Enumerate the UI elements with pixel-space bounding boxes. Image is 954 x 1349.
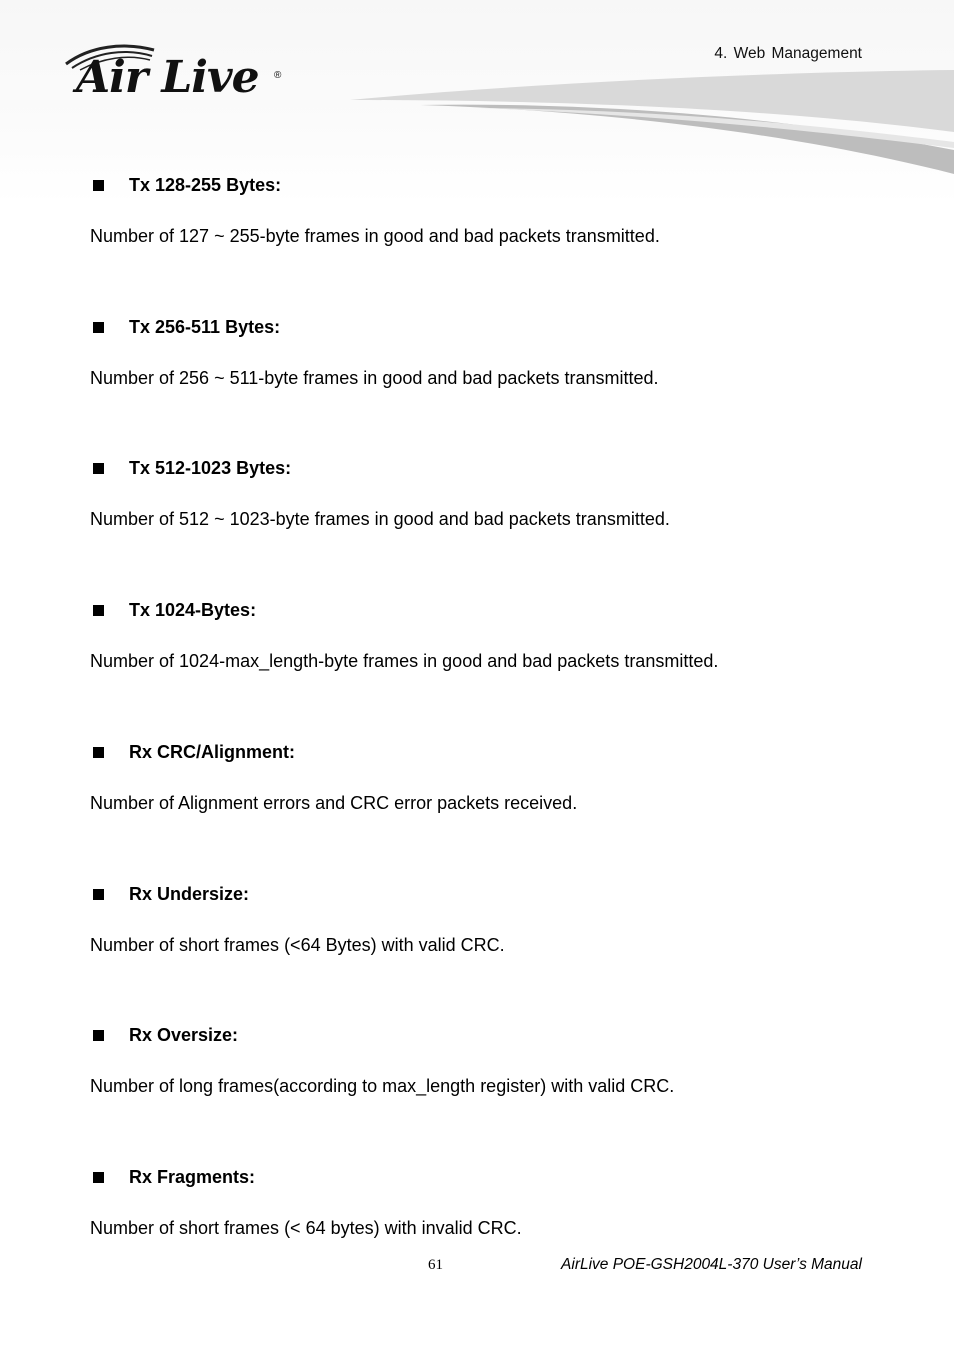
- definition-item: [90, 741, 870, 814]
- item-title: Tx 256-511 Bytes:: [129, 316, 281, 337]
- square-bullet-icon: [93, 180, 104, 191]
- item-description: Number of 512 ~ 1023-byte frames in good and bad packets transmitted.: [90, 509, 670, 529]
- manual-title: AirLive POE-GSH2004L-370 User’s Manual: [561, 1256, 862, 1273]
- item-description: Number of short frames (< 64 bytes) with invalid CRC.: [90, 1218, 522, 1238]
- item-description: Number of 127 ~ 255-byte frames in good and bad packets transmitted.: [90, 226, 660, 246]
- definition-item: [90, 1024, 870, 1097]
- item-title: Rx Fragments:: [129, 1166, 256, 1187]
- definition-item: [90, 883, 870, 956]
- logo-wordmark: Air Live: [76, 52, 259, 103]
- square-bullet-icon: [93, 747, 104, 758]
- square-bullet-icon: [93, 322, 104, 333]
- logo-registered-mark: ®: [274, 70, 282, 81]
- definition-item: [90, 316, 870, 389]
- item-description: Number of long frames(according to max_length register) with valid CRC.: [90, 1076, 675, 1096]
- square-bullet-icon: [93, 463, 104, 474]
- square-bullet-icon: [93, 1030, 104, 1041]
- definition-item: [90, 599, 870, 672]
- square-bullet-icon: [93, 1172, 104, 1183]
- definition-item: [90, 457, 870, 530]
- airlive-logo: [62, 42, 292, 112]
- square-bullet-icon: [93, 605, 104, 616]
- item-title: Tx 512-1023 Bytes:: [129, 457, 292, 478]
- item-title: Rx Oversize:: [129, 1024, 239, 1045]
- item-title: Rx Undersize:: [129, 883, 250, 904]
- definition-item: [90, 174, 870, 247]
- item-description: Number of 1024-max_length-byte frames in good and bad packets transmitted.: [90, 651, 719, 671]
- item-title: Tx 1024-Bytes:: [129, 599, 257, 620]
- definition-item: [90, 1166, 870, 1239]
- chapter-heading: 4. Web Management: [714, 45, 862, 62]
- item-title: Tx 128-255 Bytes:: [129, 174, 282, 195]
- page-number: 61: [428, 1257, 443, 1273]
- item-description: Number of Alignment errors and CRC error packets received.: [90, 793, 578, 813]
- item-description: Number of 256 ~ 511-byte frames in good and bad packets transmitted.: [90, 368, 659, 388]
- item-title: Rx CRC/Alignment:: [129, 741, 295, 762]
- square-bullet-icon: [93, 889, 104, 900]
- item-description: Number of short frames (<64 Bytes) with valid CRC.: [90, 935, 505, 955]
